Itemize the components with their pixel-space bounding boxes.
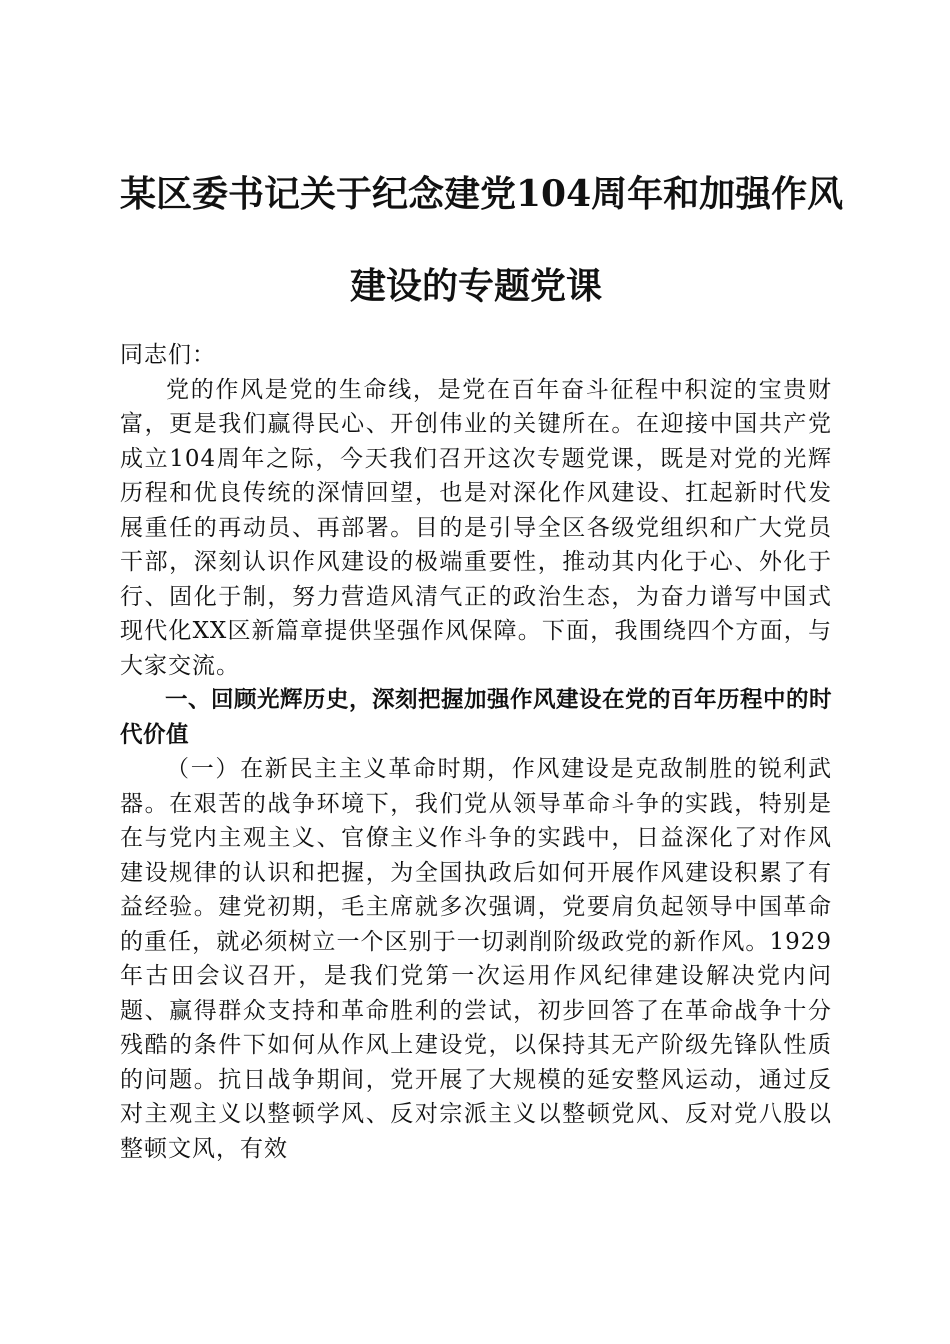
title-line-2: 建设的专题党课 [349, 265, 602, 307]
subsection-paragraph-1: （一）在新民主主义革命时期，作风建设是克敌制胜的锐利武器。在艰苦的战争环境下，我们党从领导革命斗争的实践，特别是在与党内主观主义、官僚主义作斗争的实践中，日益深化了对作风建设规律的认识和把握，为全国执政后如何开展作风建设积累了有益经验。建党初期，毛主席就多次强调，党要肩负起领导中国革命的重任，就必须树立一个区别于一切剥削阶级政党的新作风。1929年古田会议召开，是我们党第一次运用作风纪律建设解决党内问题、赢得群众支持和革命胜利的尝试，初步回答了在革命战争十分残酷的条件下如何从作风上建设党，以保持其无产阶级先锋队性质的问题。抗日战争期间，党开展了大规模的延安整风运动，通过反对主观主义以整顿学风、反对宗派主义以整顿党风、反对党八股以整顿文风，有效 [120, 756, 832, 1162]
document-page [120, 168, 844, 1166]
document-body [120, 338, 832, 1166]
salutation: 同志们： [120, 342, 216, 368]
title-line-1: 某区委书记关于纪念建党104周年和加强作风 [120, 173, 844, 215]
section-heading-1: 一、回顾光辉历史，深刻把握加强作风建设在党的百年历程中的时代价值 [120, 687, 833, 748]
document-title [120, 168, 844, 312]
intro-paragraph: 党的作风是党的生命线，是党在百年奋斗征程中积淀的宝贵财富，更是我们赢得民心、开创伟业的关键所在。在迎接中国共产党成立104周年之际，今天我们召开这次专题党课，既是对党的光辉历程和优良传统的深情回望，也是对深化作风建设、扛起新时代发展重任的再动员、再部署。目的是引导全区各级党组织和广大党员干部，深刻认识作风建设的极端重要性，推动其内化于心、外化于行、固化于制，努力营造风清气正的政治生态，为奋力谱写中国式现代化XX区新篇章提供坚强作风保障。下面，我围绕四个方面，与大家交流。 [120, 376, 832, 679]
